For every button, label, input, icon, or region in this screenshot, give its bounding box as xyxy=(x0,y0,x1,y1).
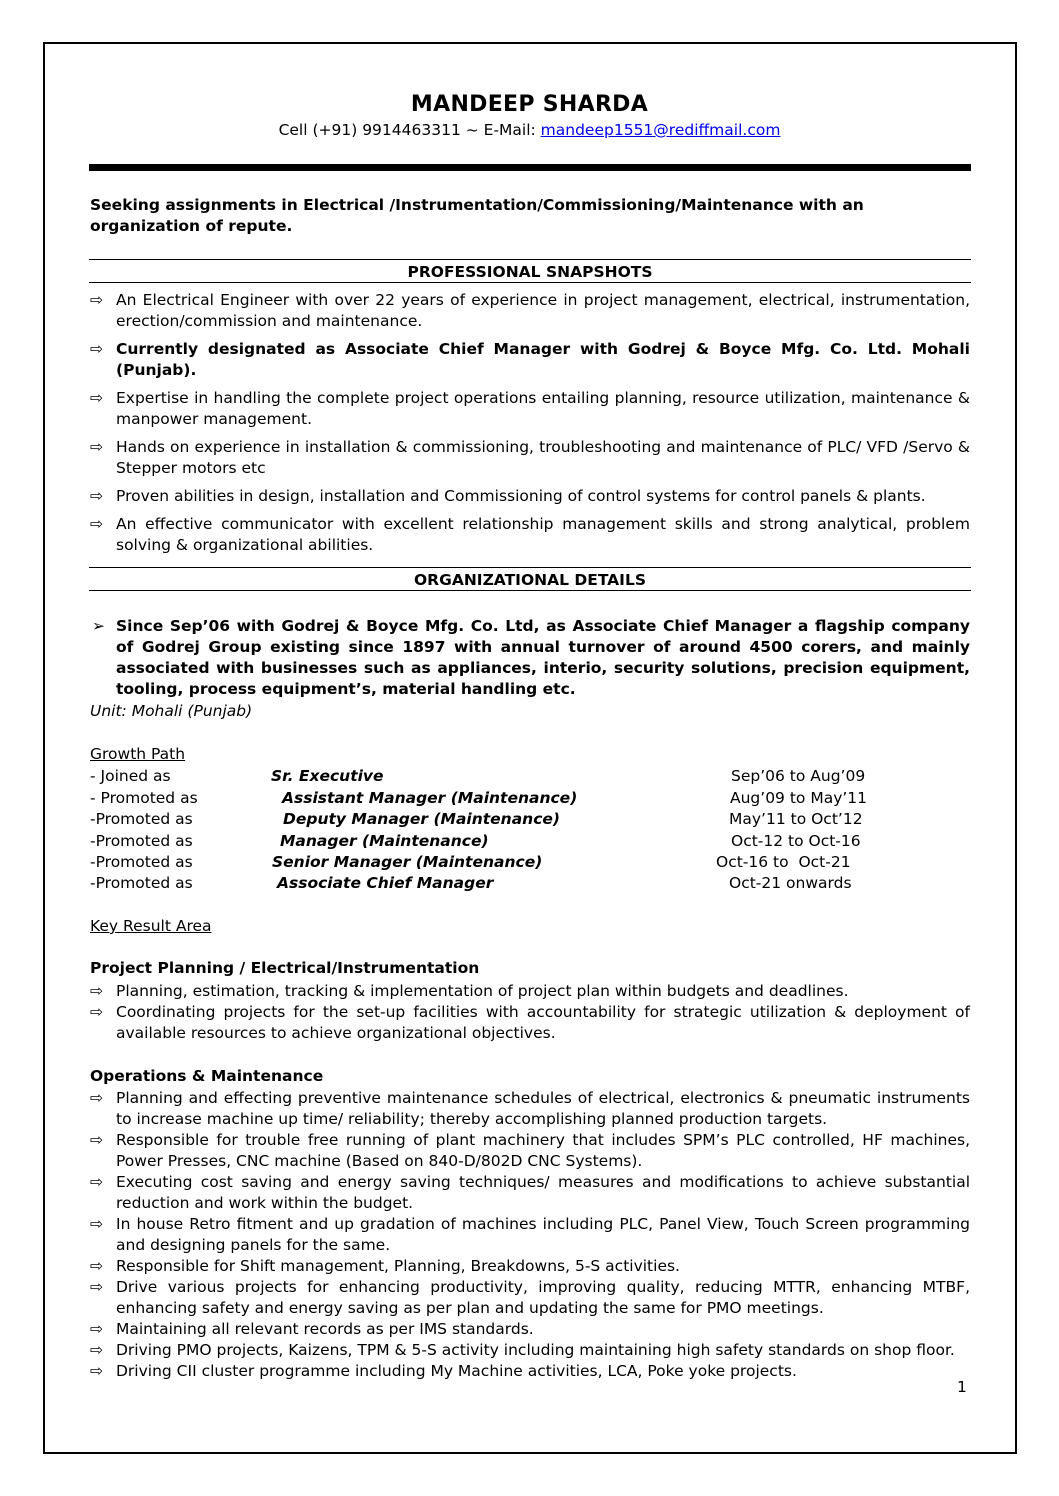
growth-row xyxy=(0,788,1059,809)
item-text: Driving CII cluster programme including My Machine activities, LCA, Poke yoke projects. xyxy=(116,1362,797,1380)
item-text: Proven abilities in design, installation and Commissioning of control systems for control panels & plants. xyxy=(116,487,926,505)
item-text: Maintaining all relevant records as per IMS standards. xyxy=(116,1320,534,1338)
list-item xyxy=(90,486,970,507)
arrow-bullet-icon: ⇨ xyxy=(90,1089,103,1107)
growth-label: -Promoted as xyxy=(90,853,193,871)
organization-summary xyxy=(90,616,970,700)
growth-period: Oct-16 to Oct-21 xyxy=(716,853,851,871)
growth-period: Sep’06 to Aug’09 xyxy=(731,767,866,785)
unit-location: Unit: Mohali (Punjab) xyxy=(90,702,253,720)
arrow-bullet-icon: ⇨ xyxy=(90,1257,103,1275)
section-heading-snapshots: PROFESSIONAL SNAPSHOTS xyxy=(89,259,971,283)
list-item xyxy=(90,1340,970,1361)
arrow-bullet-icon: ⇨ xyxy=(90,1278,103,1296)
growth-label: -Promoted as xyxy=(90,874,193,892)
summary-text: Since Sep’06 with Godrej & Boyce Mfg. Co. Ltd, as Associate Chief Manager a flagship company of Godrej Group existing since 1897 with annual turnover of around 4500 corers, and mainly associated with businesses such as appliances, interio, security solutions, precision equipment, tooling, process equipment’s, material handling etc. xyxy=(116,617,970,698)
list-item xyxy=(90,437,970,479)
item-text: An Electrical Engineer with over 22 years of experience in project management, electrical, instrumentation, erection/commission and maintenance. xyxy=(116,291,970,330)
item-text: Expertise in handling the complete project operations entailing planning, resource utilization, maintenance & manpower management. xyxy=(116,389,970,428)
list-item xyxy=(90,1319,970,1340)
page-number: 1 xyxy=(957,1378,967,1396)
section-heading-organization: ORGANIZATIONAL DETAILS xyxy=(89,567,971,591)
growth-row xyxy=(0,873,1059,894)
list-item xyxy=(90,1002,970,1044)
list-item xyxy=(90,388,970,430)
growth-label: - Promoted as xyxy=(90,789,198,807)
item-text: In house Retro fitment and up gradation of machines including PLC, Panel View, Touch Screen programming and designing panels for the same. xyxy=(116,1215,970,1254)
item-text: Responsible for Shift management, Planning, Breakdowns, 5-S activities. xyxy=(116,1257,680,1275)
item-text: Coordinating projects for the set-up facilities with accountability for strategic utilization & deployment of available resources to achieve organizational objectives. xyxy=(116,1003,970,1042)
growth-label: -Promoted as xyxy=(90,832,193,850)
list-item xyxy=(90,1172,970,1214)
list-item xyxy=(90,290,970,332)
item-text: Currently designated as Associate Chief Manager with Godrej & Boyce Mfg. Co. Ltd. Mohali (Punjab). xyxy=(116,340,970,379)
operations-list xyxy=(90,1088,970,1382)
growth-row xyxy=(0,831,1059,852)
growth-role: Assistant Manager (Maintenance) xyxy=(282,789,578,807)
item-text: An effective communicator with excellent relationship management skills and strong analytical, problem solving & organizational abilities. xyxy=(116,515,970,554)
growth-row xyxy=(0,766,1059,787)
career-objective: Seeking assignments in Electrical /Instrumentation/Commissioning/Maintenance with an organization of repute. xyxy=(90,196,864,235)
list-item xyxy=(90,1214,970,1256)
growth-row xyxy=(0,809,1059,830)
planning-subheading: Project Planning / Electrical/Instrumentation xyxy=(90,959,480,977)
list-item xyxy=(90,1277,970,1319)
arrow-bullet-icon: ⇨ xyxy=(90,1341,103,1359)
arrow-bullet-icon: ⇨ xyxy=(90,1320,103,1338)
list-item xyxy=(90,1256,970,1277)
growth-role: Senior Manager (Maintenance) xyxy=(272,853,543,871)
growth-label: - Joined as xyxy=(90,767,171,785)
growth-period: Oct-21 onwards xyxy=(729,874,852,892)
item-text: Responsible for trouble free running of plant machinery that includes SPM’s PLC controlled, HF machines, Power Presses, CNC machine (Based on 840-D/802D CNC Systems). xyxy=(116,1131,970,1170)
growth-role: Deputy Manager (Maintenance) xyxy=(283,810,560,828)
item-text: Drive various projects for enhancing productivity, improving quality, reducing MTTR, enhancing MTBF, enhancing safety and energy saving as per plan and updating the same for PMO meetings. xyxy=(116,1278,970,1317)
arrow-bullet-icon: ⇨ xyxy=(90,1131,103,1149)
growth-role: Manager (Maintenance) xyxy=(280,832,489,850)
planning-list xyxy=(90,981,970,1044)
growth-role: Sr. Executive xyxy=(271,767,384,785)
organization-paragraph xyxy=(90,616,970,700)
item-text: Hands on experience in installation & commissioning, troubleshooting and maintenance of PLC/ VFD /Servo & Stepper motors etc xyxy=(116,438,970,477)
snapshot-list xyxy=(90,290,970,556)
list-item xyxy=(90,1130,970,1172)
arrow-bullet-icon: ⇨ xyxy=(90,1362,103,1380)
arrow-bullet-icon: ⇨ xyxy=(90,1173,103,1191)
arrow-bullet-icon: ⇨ xyxy=(90,982,103,1000)
arrow-bullet-icon: ⇨ xyxy=(90,389,103,407)
contact-phone: Cell (+91) 9914463311 ~ E-Mail: xyxy=(278,121,541,139)
growth-period: May’11 to Oct’12 xyxy=(729,810,863,828)
arrow-bullet-icon: ⇨ xyxy=(90,438,103,456)
growth-period: Aug’09 to May’11 xyxy=(730,789,868,807)
arrow-bullet-icon: ⇨ xyxy=(90,1215,103,1233)
arrowhead-bullet-icon: ➢ xyxy=(92,617,105,635)
arrow-bullet-icon: ⇨ xyxy=(90,487,103,505)
list-item xyxy=(90,514,970,556)
list-item xyxy=(90,981,970,1002)
candidate-name: MANDEEP SHARDA xyxy=(410,92,649,117)
header-divider xyxy=(89,164,971,171)
list-item xyxy=(90,1361,970,1382)
item-text: Planning, estimation, tracking & implementation of project plan within budgets and deadlines. xyxy=(116,982,849,1000)
item-text: Executing cost saving and energy saving techniques/ measures and modifications to achieve substantial reduction and work within the budget. xyxy=(116,1173,970,1212)
growth-path-heading: Growth Path xyxy=(90,745,186,763)
arrow-bullet-icon: ⇨ xyxy=(90,515,103,533)
growth-label: -Promoted as xyxy=(90,810,193,828)
contact-line xyxy=(0,121,1059,139)
item-text: Driving PMO projects, Kaizens, TPM & 5-S activity including maintaining high safety standards on shop floor. xyxy=(116,1341,955,1359)
email-link[interactable]: mandeep1551@rediffmail.com xyxy=(540,121,781,139)
growth-period: Oct-12 to Oct-16 xyxy=(731,832,861,850)
arrow-bullet-icon: ⇨ xyxy=(90,340,103,358)
item-text: Planning and effecting preventive maintenance schedules of electrical, electronics & pneumatic instruments to increase machine up time/ reliability; thereby accomplishing planned production targets. xyxy=(116,1089,970,1128)
key-result-area-heading: Key Result Area xyxy=(90,917,212,935)
list-item xyxy=(90,1088,970,1130)
list-item xyxy=(90,339,970,381)
growth-role: Associate Chief Manager xyxy=(277,874,494,892)
operations-subheading: Operations & Maintenance xyxy=(90,1067,324,1085)
growth-row xyxy=(0,852,1059,873)
arrow-bullet-icon: ⇨ xyxy=(90,1003,103,1021)
arrow-bullet-icon: ⇨ xyxy=(90,291,103,309)
